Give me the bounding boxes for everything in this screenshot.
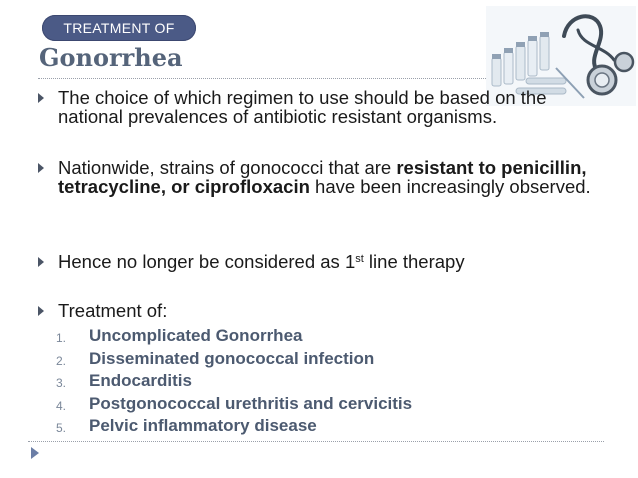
bullet-text: [58, 252, 598, 271]
list-number: 3.: [56, 376, 67, 390]
ordinal-superscript: st: [355, 253, 364, 265]
bullet-text: The choice of which regimen to use should be based on the national prevalences of antibiotic resistant organisms.: [58, 87, 547, 127]
bullet-first-line: [38, 252, 598, 271]
footer-arrow-icon: [31, 447, 39, 459]
list-item: [56, 348, 596, 371]
bullet-text-post: line therapy: [363, 251, 465, 272]
list-item: [56, 393, 596, 416]
bullet-text-pre: Hence no longer be considered as 1: [58, 251, 356, 272]
list-label: Postgonococcal urethritis and cervicitis: [89, 393, 413, 413]
bullet-arrow-icon: [38, 93, 44, 103]
bullet-arrow-icon: [38, 163, 44, 173]
list-label: Uncomplicated Gonorrhea: [89, 326, 303, 345]
bullet-text-bold: resistant to penicillin, tetracycline, or ciprofloxacin: [58, 157, 587, 197]
list-item: [56, 370, 596, 393]
list-item: [56, 325, 596, 348]
footer-divider: [28, 441, 604, 442]
section-pill: TREATMENT OF: [42, 15, 196, 41]
bullet-treatment-of: [38, 301, 598, 320]
list-label: Endocarditis: [89, 371, 192, 390]
list-label: Pelvic inflammatory disease: [89, 416, 317, 435]
list-label: Disseminated gonococcal infection: [89, 348, 375, 368]
bullet-text: [58, 158, 598, 196]
bullet-resistance: [38, 158, 598, 196]
list-number: 5.: [56, 421, 67, 435]
bullet-regimen-choice: [38, 88, 598, 126]
slide-title: Gonorrhea: [39, 43, 183, 72]
bullet-arrow-icon: [38, 306, 44, 316]
list-number: 4.: [56, 398, 67, 413]
treatment-list: [56, 325, 596, 438]
bullet-text-post: have been increasingly observed.: [309, 176, 591, 197]
bullet-text-pre: Nationwide, strains of gonococci that are: [58, 157, 397, 178]
list-number: 1.: [56, 331, 67, 345]
bullet-text: Treatment of:: [58, 300, 168, 321]
bullet-arrow-icon: [38, 257, 44, 267]
list-number: 2.: [56, 353, 67, 368]
list-item: [56, 415, 596, 438]
